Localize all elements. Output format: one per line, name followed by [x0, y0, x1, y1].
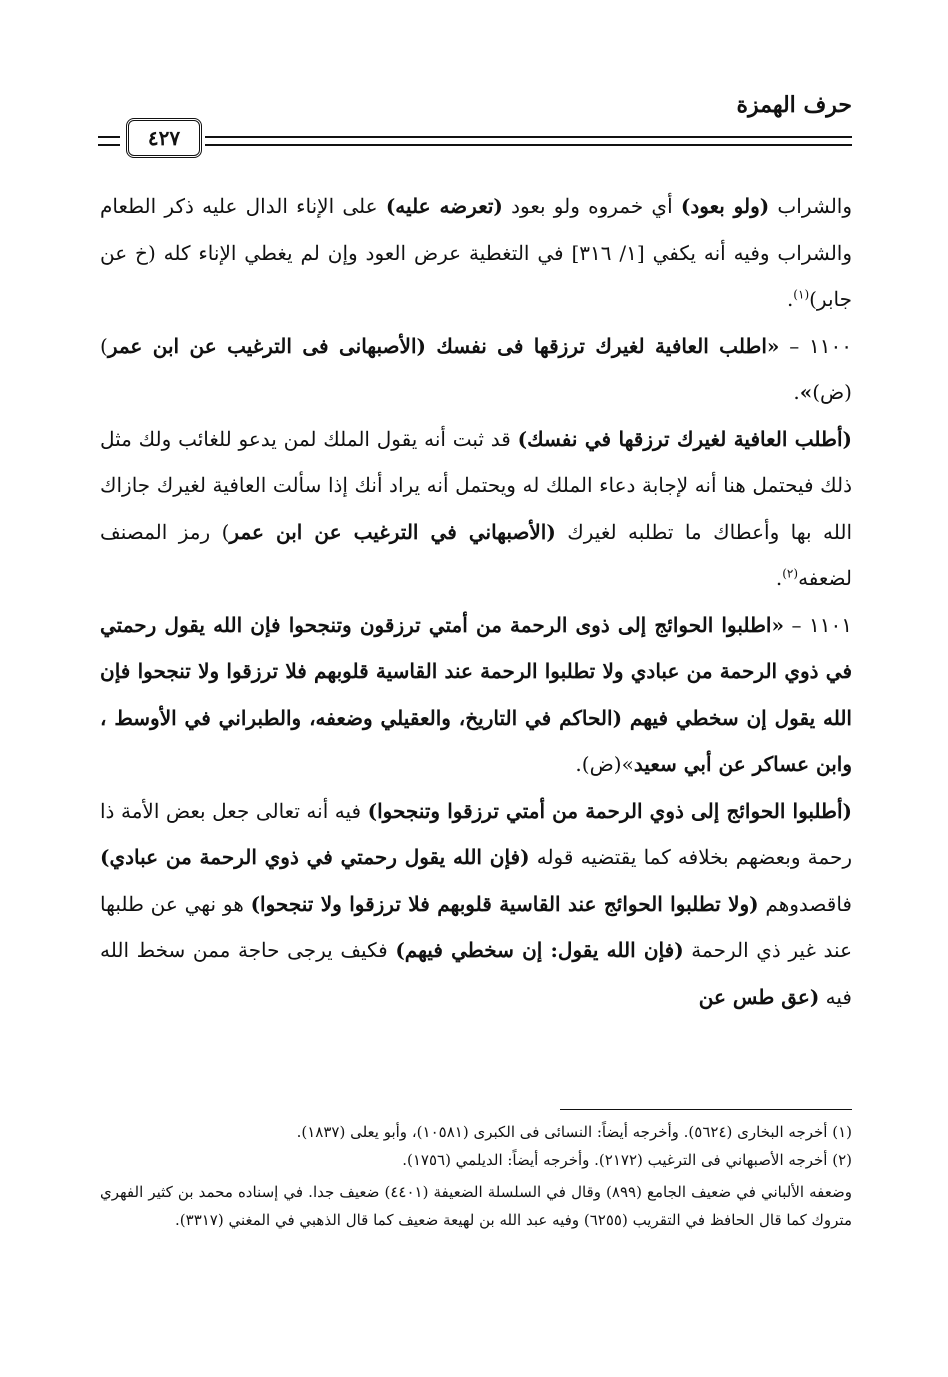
- header-double-rule: [205, 136, 852, 146]
- main-text: [100, 183, 852, 1020]
- hadith-number: ١١٠٠ –: [779, 333, 852, 358]
- page-number: ٤٢٧: [126, 118, 202, 158]
- footnote-2-continued: وضعفه الألباني في ضعيف الجامع (٨٩٩) وقال في السلسلة الضعيفة (٤٤٠١) ضعيف جدا. في إسناده محمد بن كثير الفهري متروك كما قال الحافظ في التقريب (٦٢٥٥) وفيه عبد الله بن لهيعة ضعيف كما قال الذهبي في المغني (٣٣١٧).: [100, 1183, 852, 1229]
- footnote-1: (١) أخرجه البخارى (٥٦٢٤). وأخرجه أيضاً: النسائى فى الكبرى (١٠٥٨١)، وأبو يعلى (١٨٣٧).: [296, 1123, 852, 1141]
- footnotes: [100, 1118, 852, 1234]
- paragraph-commentary-2: (أطلب العافية لغيرك ترزقها في نفسك) قد ثبت أنه يقول الملك لمن يدعو للغائب ولك مثل ذلك فيحتمل هنا أنه لإجابة دعاء الملك له ويحتمل أنه يراد أنك إذا سألت العافية لغيرك جازاك الله بها وأعطاك ما تطلبه لغيرك (الأصبهاني في الترغيب عن ابن عمر) رمز المصنف لضعفه$^{(٢)}$.: [100, 426, 853, 590]
- hadith-1100: ١١٠٠ – «اطلب العافية لغيرك ترزقها فى نفسك (الأصبهانى فى الترغيب عن ابن عمر)(ض)».: [100, 333, 852, 404]
- footnote-ref-2[interactable]: (٢): [782, 566, 799, 581]
- running-title: حرف الهمزة: [736, 92, 852, 118]
- paragraph-commentary-1: والشراب (ولو بعود) أي خمروه ولو بعود (تعرضه عليه) على الإناء الدال عليه ذكر الطعام والشراب وفيه أنه يكفي [١/ ٣١٦] في التغطية عرض العود وإن لم يغطي الإناء كله (خ عن جابر)$^{(١)}$.: [100, 194, 853, 311]
- hadith-1101: ١١٠١ – «اطلبوا الحوائج إلى ذوى الرحمة من أمتي ترزقون وتنجحوا فإن الله يقول رحمتي في ذوي الرحمة من عبادي ولا تطلبوا الرحمة عند القاسية قلوبهم فلا ترزقوا ولا تنجحوا فإن الله يقول إن سخطي فيهم (الحاكم في التاريخ، والعقيلي وضعفه، والطبراني في الأوسط ، وابن عساكر عن أبي سعيد»(ض).: [100, 612, 853, 776]
- header-left-rule: [98, 136, 120, 146]
- footnote-separator: [560, 1109, 852, 1110]
- paragraph-commentary-3: (أطلبوا الحوائج إلى ذوي الرحمة من أمتي ترزقوا وتنجحوا) فيه أنه تعالى جعل بعض الأمة ذا رحمة وبعضهم بخلافه كما يقتضيه قوله (فإن الله يقول رحمتي في ذوي الرحمة من عبادي) فاقصدوهم (ولا تطلبوا الحوائج عند القاسية قلوبهم فلا ترزقوا ولا تنجحوا) هو نهي عن طلبها عند غير ذي الرحمة (فإن الله يقول: إن سخطي فيهم) فكيف يرجى حاجة ممن سخط الله فيه (عق طس عن: [100, 798, 853, 1009]
- footnote-2: (٢) أخرجه الأصبهاني فى الترغيب (٢١٧٢). وأخرجه أيضاً: الديلمي (١٧٥٦).: [402, 1151, 852, 1169]
- hadith-number: ١١٠١ –: [783, 612, 853, 637]
- footnote-ref-1[interactable]: (١): [793, 287, 810, 302]
